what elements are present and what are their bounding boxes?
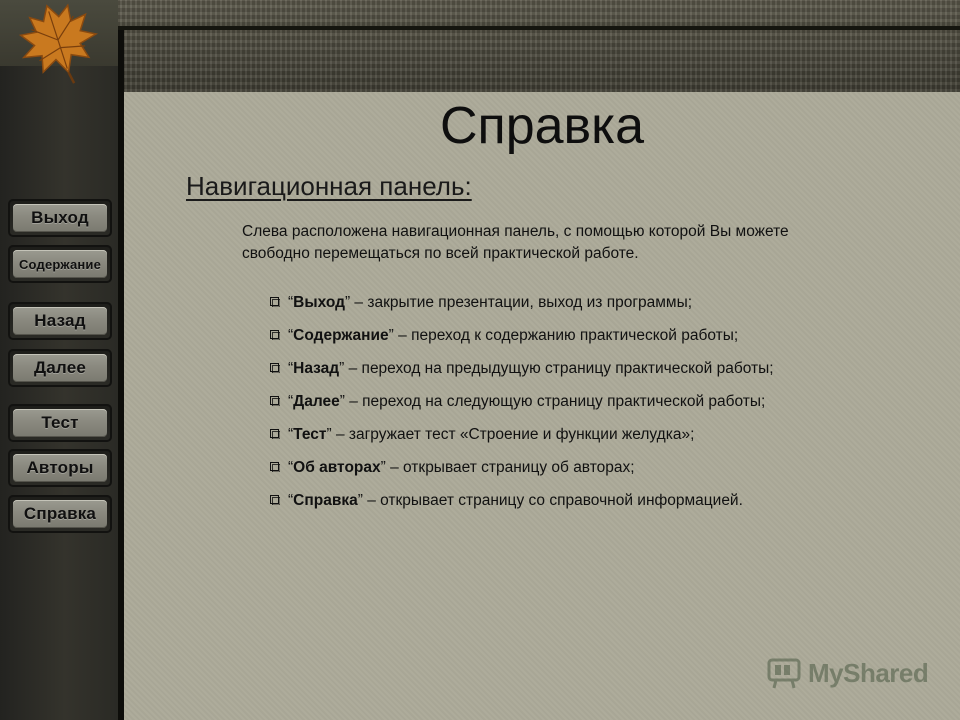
quote-open: “: [288, 393, 294, 410]
checkbox-bullet-icon: [270, 495, 280, 505]
list-item: [266, 424, 846, 446]
checkbox-bullet-icon: [270, 297, 280, 307]
quote-close: ”: [344, 294, 351, 311]
checkbox-bullet-icon: [270, 429, 280, 439]
checkbox-bullet-icon: [270, 462, 280, 472]
item-description: – переход к содержанию практической работы;: [393, 327, 739, 344]
quote-open: “: [288, 492, 294, 509]
nav-button-label: Выход: [13, 204, 107, 232]
top-texture-band: [0, 0, 960, 92]
quote-open: “: [288, 459, 294, 476]
quote-close: ”: [388, 327, 394, 344]
autumn-leaf-icon: [2, 0, 114, 84]
checkbox-bullet-icon: [270, 363, 280, 373]
nav-button-label: Содержание: [13, 250, 107, 278]
list-item: [266, 358, 846, 380]
nav-button-contents[interactable]: [8, 245, 112, 283]
nav-button-exit[interactable]: [8, 199, 112, 237]
nav-sidebar: [0, 66, 118, 720]
item-name: Выход: [293, 294, 345, 311]
item-description: – открывает страницу со справочной информацией.: [362, 492, 743, 509]
quote-open: “: [288, 360, 294, 377]
nav-button-label: Авторы: [13, 454, 107, 482]
list-item: [266, 325, 846, 347]
top-edge-line: [118, 26, 960, 30]
quote-close: ”: [339, 393, 345, 410]
myshared-watermark: [766, 656, 928, 690]
intro-paragraph: Слева расположена навигационная панель, с помощью которой Вы можете свободно перемещаться по всей практической работе.: [242, 223, 789, 262]
list-item: [266, 490, 846, 512]
page-title: Справка: [440, 97, 644, 155]
watermark-text: MyShared: [808, 657, 929, 688]
nav-button-test[interactable]: [8, 404, 112, 442]
nav-button-label: Справка: [13, 500, 107, 528]
quote-close: ”: [357, 492, 363, 509]
item-name: Далее: [293, 393, 340, 410]
checkbox-bullet-icon: [270, 396, 280, 406]
nav-button-next[interactable]: [8, 349, 112, 387]
quote-open: “: [288, 327, 294, 344]
nav-button-authors[interactable]: [8, 449, 112, 487]
nav-button-label: Далее: [13, 354, 107, 382]
item-name: Тест: [293, 426, 327, 443]
nav-button-back[interactable]: [8, 302, 112, 340]
item-description: – открывает страницу об авторах;: [385, 459, 635, 476]
item-name: Об авторах: [293, 459, 381, 476]
quote-open: “: [288, 294, 294, 311]
item-name: Назад: [293, 360, 340, 377]
item-name: Справка: [293, 492, 358, 509]
item-description: – закрытие презентации, выход из программы;: [350, 294, 693, 311]
item-description: – переход на следующую страницу практической работы;: [344, 393, 766, 410]
nav-button-label: Тест: [13, 409, 107, 437]
quote-close: ”: [326, 426, 332, 443]
nav-button-label: Назад: [13, 307, 107, 335]
list-item: [266, 292, 846, 314]
item-description: – переход на предыдущую страницу практической работы;: [344, 360, 774, 377]
item-name: Содержание: [293, 327, 389, 344]
list-item: [266, 391, 846, 413]
item-description: – загружает тест «Строение и функции желудка»;: [331, 426, 695, 443]
nav-button-help[interactable]: [8, 495, 112, 533]
nav-description-list: [266, 292, 846, 523]
checkbox-bullet-icon: [270, 330, 280, 340]
list-item: [266, 457, 846, 479]
myshared-logo-icon: [766, 656, 802, 690]
section-subtitle: Навигационная панель:: [186, 171, 472, 201]
quote-close: ”: [380, 459, 386, 476]
quote-open: “: [288, 426, 294, 443]
quote-close: ”: [339, 360, 345, 377]
